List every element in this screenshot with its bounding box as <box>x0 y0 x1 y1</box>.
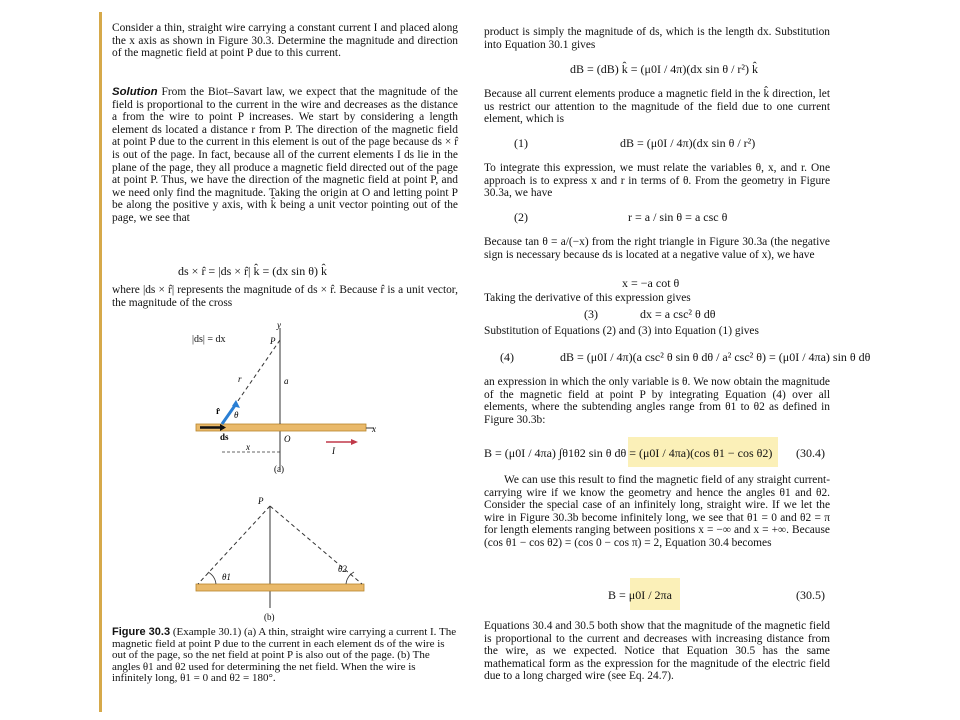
right-p3-text: To integrate this expression, we must relate the variables θ, x, and r. One approach is to express x and r in terms of θ. From the geometry in Figure 30.3a, we have <box>484 162 830 200</box>
eq1-number: (1) <box>514 136 528 150</box>
intro-paragraph: Consider a thin, straight wire carrying a constant current I and placed along the x axis as shown in Figure 30.3. Determine the magnitude and direction of the magnetic field at point P due to this current. <box>112 22 458 60</box>
solution-body: From the Biot–Savart law, we expect that the magnitude of the field is proportional to the current in the wire and decreases as the distance a from the wire to point P increases. We start by considering a length element ds located a distance r from P. The direction of the magnetic field at point P due to the current in this element is out of the page because ds × r̂ is out of the page. In fact, because all of the current elements I ds lie in the plane of the page, they all produce a magnetic field directed out of the page at point P. Thus, we have the direction of the magnetic field at point P, and we need only find the magnitude. Taking the origin at O and letting point P be along the positive y axis, with k̂ being a unit vector pointing out of the page, we see that <box>112 86 458 224</box>
right-p8 <box>484 474 830 550</box>
right-p4-text: Because tan θ = a/(−x) from the right triangle in Figure 30.3a (the negative sign is necessary because ds is located at a negative value of x), we have <box>484 236 830 261</box>
right-p7-text: an expression in which the only variable is θ. We now obtain the magnitude of the magnetic field at point P by integrating Equation (4) over all elements, where the subtending angles range from θ1 to θ2 as defined in Figure 30.3b: <box>484 376 830 426</box>
equation-30-5: B = μ0I / 2πa <box>608 588 672 602</box>
problem-statement <box>112 22 458 60</box>
solution-heading: Solution <box>112 86 158 98</box>
cross-followup-text: where |ds × r̂| represents the magnitude of ds × r̂. Because r̂ is a unit vector, the magnitude of the cross <box>112 284 458 309</box>
right-p3 <box>484 162 830 200</box>
right-p6-text: Substitution of Equations (2) and (3) into Equation (1) gives <box>484 325 759 337</box>
label-P: P <box>270 336 276 346</box>
caption-text: (Example 30.1) (a) A thin, straight wire carrying a current I. The magnetic field at point P due to the current in each element ds of the wire is out of the page, so the net field at point P is also out of the page. (b) The angles θ1 and θ2 used for determining the net field. When the wire is infinitely long, θ1 = 0 and θ2 = 180°. <box>112 626 457 685</box>
margin-rule <box>99 12 102 712</box>
right-p5-text: Taking the derivative of this expression gives <box>484 292 691 304</box>
figure-caption <box>112 627 458 685</box>
eq3-number: (3) <box>584 307 598 321</box>
label-O: O <box>284 434 291 444</box>
right-p5 <box>484 292 830 305</box>
equation-4: dB = (μ0I / 4π)(a csc² θ sin θ dθ / a² csc² θ) = (μ0I / 4πa) sin θ dθ <box>560 350 871 364</box>
solution-paragraph <box>112 86 458 225</box>
label-theta: θ <box>234 410 239 420</box>
right-p9-text: Equations 30.4 and 30.5 both show that the magnitude of the magnetic field is proportional to the current and decreases with increasing distance from the wire, as we expected. Notice that Equation 30.5 has the same mathematical form as the expression for the magnitude of the electric field due to a long charged wire (see Eq. 24.7). <box>484 620 830 683</box>
label-rhat: r̂ <box>216 406 220 416</box>
ds-equals-dx-label: |ds| = dx <box>192 334 226 345</box>
cross-followup <box>112 284 458 309</box>
solution-block <box>112 86 458 225</box>
eq304-number: (30.4) <box>796 446 825 460</box>
equation-x: x = −a cot θ <box>622 276 680 290</box>
caption-label: Figure 30.3 <box>112 626 171 638</box>
cross-product-equation: ds × r̂ = |ds × r̂| k̂ = (dx sin θ) k̂ <box>178 264 327 278</box>
label-x-distance: x <box>246 442 250 452</box>
right-p6 <box>484 325 830 338</box>
right-p1 <box>484 26 830 51</box>
eq305-number: (30.5) <box>796 588 825 602</box>
label-subfig-b: (b) <box>264 612 275 622</box>
right-p2-text: Because all current elements produce a magnetic field in the k̂ direction, let us restrict our attention to the magnitude of the field due to one current element, which is <box>484 88 830 126</box>
equation-30-4: B = (μ0I / 4πa) ∫θ1θ2 sin θ dθ = (μ0I / 4πa)(cos θ1 − cos θ2) <box>484 446 773 460</box>
label-I: I <box>332 446 335 456</box>
label-ds: ds <box>220 432 229 442</box>
eq4-number: (4) <box>500 350 514 364</box>
wire-rod-b <box>196 584 364 591</box>
equation-3: dx = a csc² θ dθ <box>640 307 716 321</box>
label-theta2: θ2 <box>338 564 347 574</box>
equation-1: dB = (μ0I / 4π)(dx sin θ / r²) <box>620 136 756 150</box>
equation-dB-vector: dB = (dB) k̂ = (μ0I / 4π)(dx sin θ / r²) k̂ <box>570 62 759 76</box>
label-subfig-a: (a) <box>274 464 284 474</box>
equation-2: r = a / sin θ = a csc θ <box>628 210 728 224</box>
eq2-number: (2) <box>514 210 528 224</box>
label-a: a <box>284 376 289 386</box>
label-r: r <box>238 374 242 384</box>
right-p8-text: We can use this result to find the magnetic field of any straight current-carrying wire if we know the geometry and hence the angles θ1 and θ2. Consider the special case of an infinitely long, straight wire. If we let the wire in Figure 30.3b become infinitely long, we see that θ1 = 0 and θ2 = π for length elements ranging between positions x = −∞ and x = +∞. Because (cos θ1 − cos θ2) = (cos 0 − cos π) = 2, Equation 30.4 becomes <box>484 474 830 549</box>
right-p2 <box>484 88 830 126</box>
label-y: y <box>277 320 281 330</box>
right-p7 <box>484 376 830 426</box>
label-x-axis: x <box>372 424 376 434</box>
figure-30-3b <box>186 492 386 624</box>
label-theta1: θ1 <box>222 572 231 582</box>
right-p9 <box>484 620 830 683</box>
right-p1-text: product is simply the magnitude of ds, which is the length dx. Substitution into Equation 30.1 gives <box>484 26 830 51</box>
right-p4 <box>484 236 830 261</box>
label-P-b: P <box>258 496 264 506</box>
